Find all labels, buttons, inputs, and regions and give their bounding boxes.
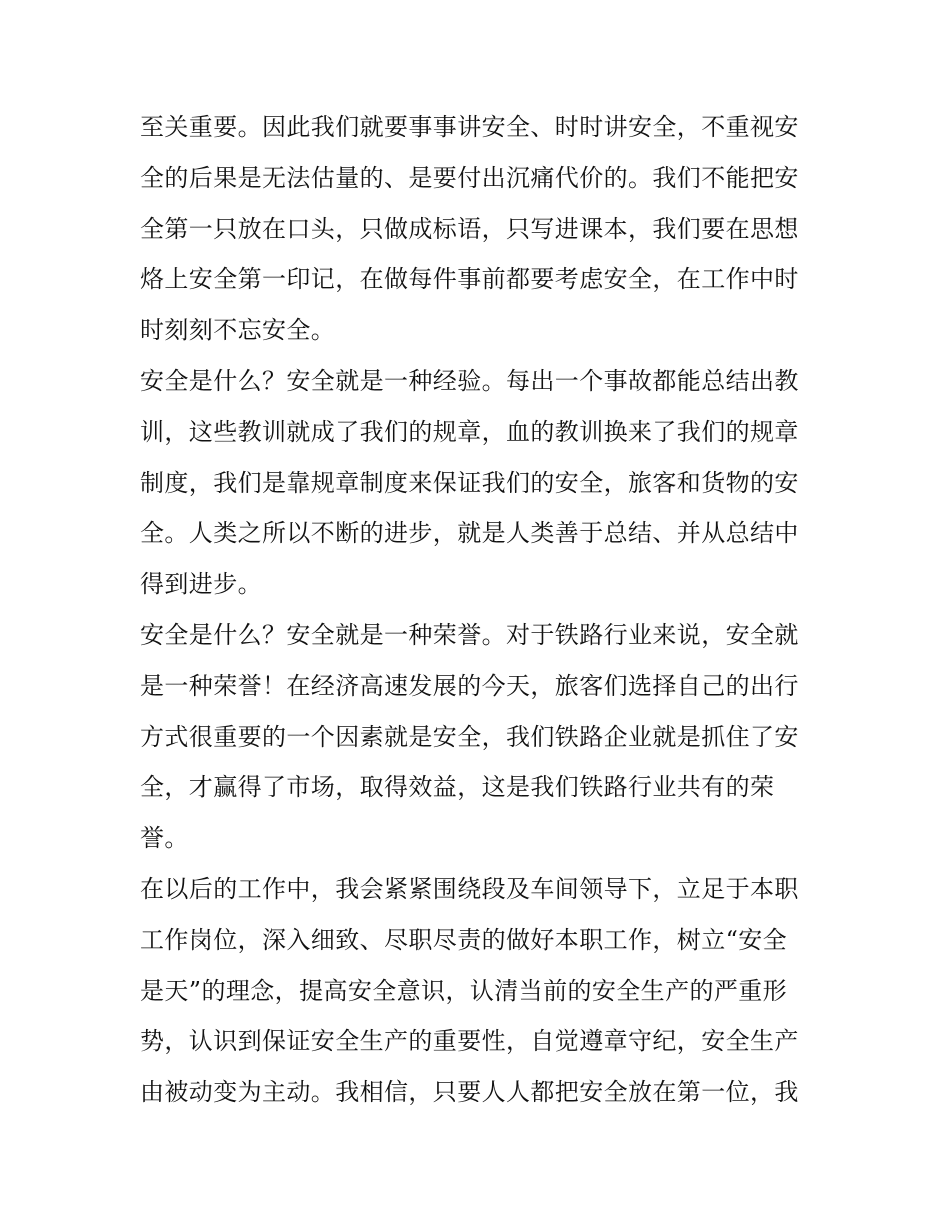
text-line: 训，这些教训就成了我们的规章，血的教训换来了我们的规章 bbox=[140, 417, 799, 446]
text-line: 全的后果是无法估量的、是要付出沉痛代价的。我们不能把安 bbox=[140, 163, 799, 192]
text-line: 烙上安全第一印记，在做每件事前都要考虑安全，在工作中时 bbox=[140, 265, 799, 294]
document-body bbox=[140, 102, 820, 1118]
text-line: 安全是什么？安全就是一种荣誉。对于铁路行业来说，安全就 bbox=[140, 620, 799, 649]
text-line: 势，认识到保证安全生产的重要性，自觉遵章守纪，安全生产 bbox=[140, 1027, 799, 1056]
paragraph-4 bbox=[140, 864, 820, 1118]
text-line: 得到进步。 bbox=[140, 570, 262, 599]
paragraph-1 bbox=[140, 102, 820, 356]
text-line: 至关重要。因此我们就要事事讲安全、时时讲安全，不重视安 bbox=[140, 113, 799, 141]
text-line: 由被动变为主动。我相信，只要人人都把安全放在第一位，我 bbox=[140, 1078, 799, 1107]
text-line: 是一种荣誉！在经济高速发展的今天，旅客们选择自己的出行 bbox=[140, 671, 799, 700]
text-line: 是天”的理念，提高安全意识，认清当前的安全生产的严重形 bbox=[140, 976, 788, 1005]
text-line: 全。人类之所以不断的进步，就是人类善于总结、并从总结中 bbox=[140, 519, 799, 548]
text-line: 在以后的工作中，我会紧紧围绕段及车间领导下，立足于本职 bbox=[140, 874, 799, 903]
text-line: 全，才赢得了市场，取得效益，这是我们铁路行业共有的荣 bbox=[140, 773, 775, 802]
text-line: 制度，我们是靠规章制度来保证我们的安全，旅客和货物的安 bbox=[140, 468, 799, 497]
text-line: 方式很重要的一个因素就是安全，我们铁路企业就是抓住了安 bbox=[140, 722, 799, 751]
text-line: 时刻刻不忘安全。 bbox=[140, 316, 336, 345]
text-line: 全第一只放在口头，只做成标语，只写进课本，我们要在思想 bbox=[140, 214, 799, 243]
text-line: 誉。 bbox=[140, 824, 189, 853]
paragraph-3 bbox=[140, 610, 820, 864]
text-line: 工作岗位，深入细致、尽职尽责的做好本职工作，树立“安全 bbox=[140, 925, 788, 954]
text-line: 安全是什么？安全就是一种经验。每出一个事故都能总结出教 bbox=[140, 366, 799, 395]
paragraph-2 bbox=[140, 356, 820, 610]
